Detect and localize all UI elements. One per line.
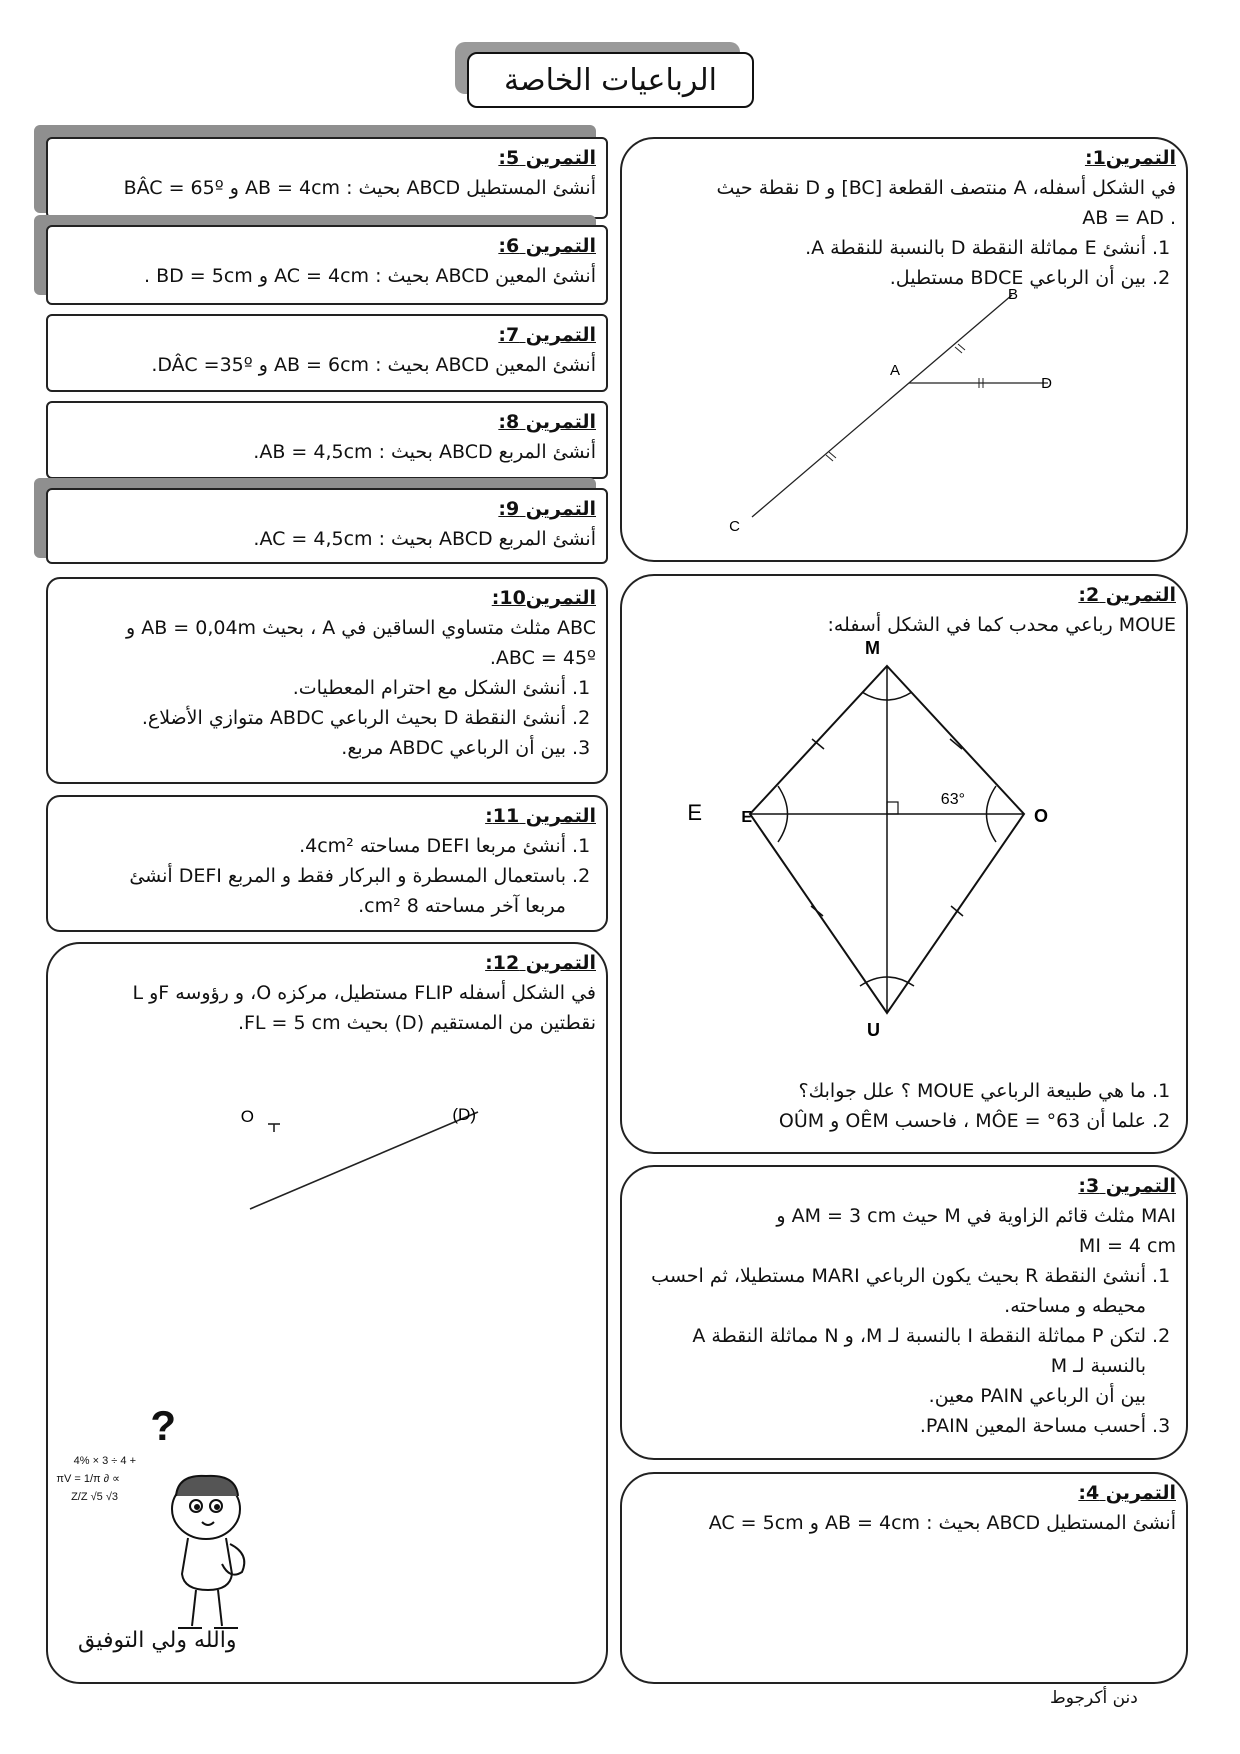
exercise-7-box [46,314,608,392]
exercise-3-title: التمرين 3: [1078,1175,1176,1197]
exercise-4-box [620,1472,1188,1684]
exercise-1-item: 2. بين أن الرباعي BDCE مستطيل. [632,263,1146,293]
exercise-10-title: التمرين10: [491,587,596,609]
exercise-2-list [606,1076,1176,1136]
label-d: D [1041,375,1052,392]
label-angle-63: 63° [940,791,965,808]
exercise-2-box [620,574,1188,1154]
right-angle-mark [887,802,898,814]
exercise-2-item: 2. علما أن 63° = MÔE ، فاحسب OÊM و OÛM [606,1106,1146,1136]
exercise-2-figure [687,636,1082,1040]
exercise-11-item [58,831,566,861]
label-e-outer: E [687,800,702,825]
exercise-5-title: التمرين 5: [498,147,596,169]
label-b: B [1007,286,1018,303]
exercise-10-item: 3. بين أن الرباعي ABDC مربع. [58,733,566,763]
exercise-11-title: التمرين 11: [485,805,596,827]
exercise-6-text: أنشئ المعين ABCD بحيث : AC = 4cm و BD = 5cm . [144,265,596,287]
exercise-11-item [58,861,566,921]
label-o: O [240,1107,254,1126]
exercise-10-item: 1. أنشئ الشكل مع احترام المعطيات. [58,673,566,703]
exercise-3-item-line: بالنسبة لـ M [1050,1355,1146,1377]
exercise-1-item: 1. أنشئ E مماثلة النقطة D بالنسبة للنقطة A. [632,233,1146,263]
exercise-1-list [632,233,1176,293]
exercise-2-item: 1. ما هي طبيعة الرباعي MOUE ؟ علل جوابك؟ [606,1076,1146,1106]
exercise-10-intro-line: ABC مثلث متساوي الساقين في A ، بحيث AB = 0,04m و [125,617,596,639]
exercise-1-intro-line: في الشكل أسفله، A منتصف القطعة [BC] و D نقطة حيث [716,177,1176,199]
exercise-11-item-line: مربعا آخر مساحته 8 cm². [358,895,566,917]
exercise-5-text: أنشئ المستطيل ABCD بحيث : AB = 4cm و BÂC = 65º [123,177,596,199]
exercise-3-intro-line: MAI مثلث قائم الزاوية في M حيث AM = 3 cm و [776,1205,1176,1227]
exercise-12-box [46,942,608,1684]
exercise-12-intro-line: نقطتين من المستقيم (D) بحيث FL = 5 cm. [237,1012,596,1034]
exercise-1-box [620,137,1188,562]
exercise-1-figure [729,286,1092,539]
exercise-3-intro-line: MI = 4 cm [1078,1235,1176,1257]
tick-marks [826,344,983,461]
exercise-11-item-line: 1. أنشئ مربعا DEFI مساحته 4cm². [299,835,566,857]
exercise-5-box [46,137,608,219]
title-banner [455,42,755,106]
exercise-1-title: التمرين1: [1084,147,1176,169]
label-m: M [865,638,880,658]
exercise-8-title: التمرين 8: [498,411,596,433]
label-c: C [729,518,740,535]
exercise-4-title: التمرين 4: [1078,1482,1176,1504]
exercise-9-box [46,488,608,564]
exercise-11-item-line: 2. باستعمال المسطرة و البركار فقط و المربع DEFI أنشئ [129,865,566,887]
line-d [250,1112,478,1209]
exercise-10-intro-line: ABC = 45º. [489,647,596,669]
exercise-2-intro: MOUE رباعي محدب كما في الشكل أسفله: [827,614,1176,636]
exercise-3-item-line: بين أن الرباعي PAIN معين. [928,1385,1146,1407]
exercise-7-text: أنشئ المعين ABCD بحيث : AB = 6cm و DÂC =35º. [151,354,596,376]
label-u: U [867,1020,880,1040]
exercise-7-title: التمرين 7: [498,324,596,346]
exercise-9-text: أنشئ المربع ABCD بحيث : AC = 4,5cm. [253,528,596,550]
exercise-12-figure [238,1094,538,1224]
page-title: الرباعيات الخاصة [467,52,754,108]
label-e-inner: E [741,809,752,826]
exercise-4-text: أنشئ المستطيل ABCD بحيث : AB = 4cm و AC = 5cm [708,1512,1176,1534]
exercise-8-text: أنشئ المربع ABCD بحيث : AB = 4,5cm. [253,441,596,463]
svg-text:?: ? [150,1402,176,1449]
thinking-student-illustration [56,1402,278,1634]
segment-bc [752,295,1012,517]
exercise-12-title: التمرين 12: [485,952,596,974]
exercise-11-box [46,795,608,932]
svg-text:+ 4 ÷ 3 × 4%: + 4 ÷ 3 × 4% [73,1455,136,1467]
svg-text:∝ ∂ πV = 1/π: ∝ ∂ πV = 1/π [56,1473,120,1485]
author-name: دنن أكرجوط [1050,1688,1138,1708]
exercise-3-item-line: 1. أنشئ النقطة R بحيث يكون الرباعي MARI مستطيلا، ثم احسب [651,1265,1146,1287]
exercise-8-box [46,401,608,479]
exercise-2-title: التمرين 2: [1078,584,1176,606]
exercise-10-item: 2. أنشئ النقطة D بحيث الرباعي ABDC متوازي الأضلاع. [58,703,566,733]
label-a: A [889,362,900,379]
exercise-6-title: التمرين 6: [498,235,596,257]
exercise-3-item [632,1261,1146,1321]
closing-phrase: والله ولي التوفيق [78,1628,237,1653]
exercise-3-item-line: محيطه و مساحته. [1004,1295,1146,1317]
exercise-9-title: التمرين 9: [498,498,596,520]
exercise-1-intro-line: . AB = AD [1082,207,1176,229]
exercise-10-list [58,673,596,763]
label-line-d: (D) [452,1105,476,1124]
exercise-3-box [620,1165,1188,1460]
exercise-3-list [632,1261,1176,1441]
exercise-3-item [632,1321,1146,1411]
exercise-3-item-line: 3. أحسب مساحة المعين PAIN. [919,1415,1146,1437]
exercise-3-item [632,1411,1146,1441]
exercise-6-box [46,225,608,305]
exercise-10-box [46,577,608,784]
svg-text:Z/Z √5 √3: Z/Z √5 √3 [71,1491,118,1503]
label-o: O [1033,806,1048,826]
exercise-11-list [58,831,596,921]
exercise-3-item-line: 2. لتكن P مماثلة النقطة I بالنسبة لـ M، و N مماثلة النقطة A [692,1325,1146,1347]
exercise-12-intro-line: في الشكل أسفله FLIP مستطيل، مركزه O، و رؤوسه Fو L [132,982,596,1004]
